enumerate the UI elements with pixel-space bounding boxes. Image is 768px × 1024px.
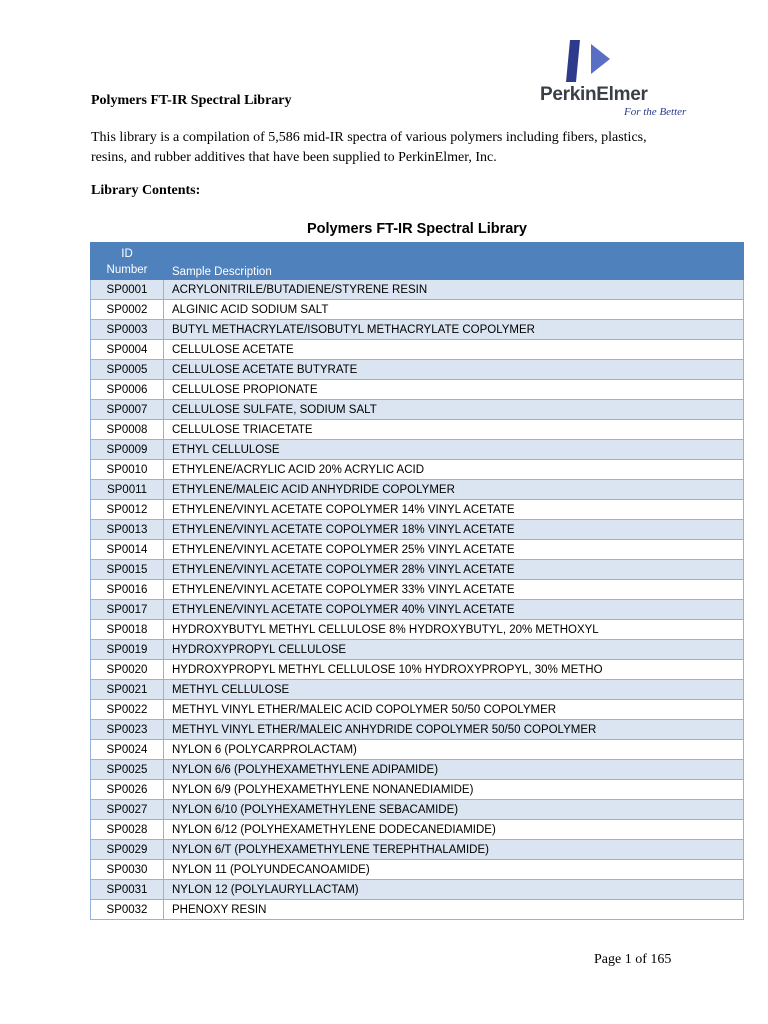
sample-description-cell: ETHYLENE/ACRYLIC ACID 20% ACRYLIC ACID (164, 460, 744, 480)
id-number-cell: SP0026 (91, 780, 164, 800)
sample-description-cell: ETHYLENE/MALEIC ACID ANHYDRIDE COPOLYMER (164, 480, 744, 500)
sample-description-cell: ETHYLENE/VINYL ACETATE COPOLYMER 14% VINYL ACETATE (164, 500, 744, 520)
document-title: Polymers FT-IR Spectral Library (91, 93, 292, 108)
sample-description-cell: NYLON 12 (POLYLAURYLLACTAM) (164, 880, 744, 900)
id-number-cell: SP0020 (91, 660, 164, 680)
table-row (91, 460, 744, 480)
table-row (91, 760, 744, 780)
id-number-cell: SP0027 (91, 800, 164, 820)
intro-paragraph: This library is a compilation of 5,586 mid-IR spectra of various polymers including fibers, plastics, resins, and rubber additives that have been supplied to PerkinElmer, Inc. (91, 130, 647, 165)
sample-description-cell: ETHYL CELLULOSE (164, 440, 744, 460)
id-number-cell: SP0005 (91, 360, 164, 380)
sample-description-cell: PHENOXY RESIN (164, 900, 744, 920)
id-number-cell: SP0028 (91, 820, 164, 840)
id-number-cell: SP0001 (91, 280, 164, 300)
id-number-cell: SP0031 (91, 880, 164, 900)
id-number-cell: SP0016 (91, 580, 164, 600)
id-number-cell: SP0009 (91, 440, 164, 460)
id-number-cell: SP0024 (91, 740, 164, 760)
sample-description-cell: NYLON 6/9 (POLYHEXAMETHYLENE NONANEDIAMIDE) (164, 780, 744, 800)
table-row (91, 660, 744, 680)
table-row (91, 300, 744, 320)
table-row (91, 680, 744, 700)
id-number-cell: SP0003 (91, 320, 164, 340)
sample-description-header: Sample Description (164, 243, 744, 280)
table-row (91, 540, 744, 560)
table-row (91, 700, 744, 720)
sample-description-cell: HYDROXYBUTYL METHYL CELLULOSE 8% HYDROXYBUTYL, 20% METHOXYL (164, 620, 744, 640)
id-number-cell: SP0006 (91, 380, 164, 400)
page-number: Page 1 of 165 (594, 952, 672, 967)
sample-description-cell: BUTYL METHACRYLATE/ISOBUTYL METHACRYLATE COPOLYMER (164, 320, 744, 340)
sample-description-cell: HYDROXYPROPYL METHYL CELLULOSE 10% HYDROXYPROPYL, 30% METHO (164, 660, 744, 680)
table-row (91, 600, 744, 620)
sample-description-cell: NYLON 11 (POLYUNDECANOAMIDE) (164, 860, 744, 880)
id-number-cell: SP0029 (91, 840, 164, 860)
sample-description-cell: HYDROXYPROPYL CELLULOSE (164, 640, 744, 660)
sample-description-cell: NYLON 6/T (POLYHEXAMETHYLENE TEREPHTHALAMIDE) (164, 840, 744, 860)
table-row (91, 380, 744, 400)
id-number-cell: SP0002 (91, 300, 164, 320)
id-number-header: ID Number (91, 243, 164, 280)
sample-description-cell: NYLON 6/6 (POLYHEXAMETHYLENE ADIPAMIDE) (164, 760, 744, 780)
sample-description-cell: CELLULOSE ACETATE (164, 340, 744, 360)
table-row (91, 720, 744, 740)
table-row (91, 860, 744, 880)
id-number-cell: SP0030 (91, 860, 164, 880)
table-row (91, 400, 744, 420)
table-row (91, 480, 744, 500)
sample-description-cell: ETHYLENE/VINYL ACETATE COPOLYMER 40% VINYL ACETATE (164, 600, 744, 620)
table-title: Polymers FT-IR Spectral Library (307, 221, 527, 237)
id-number-cell: SP0008 (91, 420, 164, 440)
library-contents-heading: Library Contents: (91, 183, 201, 198)
table-header-row (91, 243, 744, 280)
sample-description-cell: CELLULOSE TRIACETATE (164, 420, 744, 440)
id-number-cell: SP0004 (91, 340, 164, 360)
table-row (91, 620, 744, 640)
logo-tagline: For the Better (624, 106, 687, 118)
sample-description-cell: NYLON 6/12 (POLYHEXAMETHYLENE DODECANEDIAMIDE) (164, 820, 744, 840)
id-number-cell: SP0012 (91, 500, 164, 520)
id-number-cell: SP0032 (91, 900, 164, 920)
sample-description-cell: CELLULOSE ACETATE BUTYRATE (164, 360, 744, 380)
sample-description-cell: ETHYLENE/VINYL ACETATE COPOLYMER 18% VINYL ACETATE (164, 520, 744, 540)
perkinelmer-logo-icon (564, 38, 624, 84)
id-number-cell: SP0023 (91, 720, 164, 740)
perkinelmer-logo (538, 38, 687, 122)
table-row (91, 740, 744, 760)
id-number-cell: SP0025 (91, 760, 164, 780)
id-number-cell: SP0011 (91, 480, 164, 500)
sample-description-cell: NYLON 6/10 (POLYHEXAMETHYLENE SEBACAMIDE) (164, 800, 744, 820)
id-number-cell: SP0013 (91, 520, 164, 540)
sample-description-cell: ETHYLENE/VINYL ACETATE COPOLYMER 25% VINYL ACETATE (164, 540, 744, 560)
library-table (90, 242, 744, 920)
table-row (91, 560, 744, 580)
table-row (91, 500, 744, 520)
table-row (91, 640, 744, 660)
table-row (91, 900, 744, 920)
id-number-cell: SP0022 (91, 700, 164, 720)
table-row (91, 840, 744, 860)
id-number-cell: SP0021 (91, 680, 164, 700)
table-row (91, 420, 744, 440)
sample-description-cell: CELLULOSE SULFATE, SODIUM SALT (164, 400, 744, 420)
id-number-cell: SP0017 (91, 600, 164, 620)
logo-brand: PerkinElmer (540, 84, 648, 105)
sample-description-cell: CELLULOSE PROPIONATE (164, 380, 744, 400)
table-body (91, 280, 744, 920)
table-row (91, 360, 744, 380)
table-row (91, 880, 744, 900)
id-number-cell: SP0015 (91, 560, 164, 580)
table-row (91, 440, 744, 460)
table-row (91, 340, 744, 360)
id-number-cell: SP0007 (91, 400, 164, 420)
id-number-cell: SP0019 (91, 640, 164, 660)
id-number-cell: SP0014 (91, 540, 164, 560)
table-row (91, 780, 744, 800)
id-number-cell: SP0018 (91, 620, 164, 640)
table-row (91, 800, 744, 820)
sample-description-cell: ETHYLENE/VINYL ACETATE COPOLYMER 33% VINYL ACETATE (164, 580, 744, 600)
sample-description-cell: ALGINIC ACID SODIUM SALT (164, 300, 744, 320)
sample-description-cell: NYLON 6 (POLYCARPROLACTAM) (164, 740, 744, 760)
sample-description-cell: METHYL VINYL ETHER/MALEIC ACID COPOLYMER 50/50 COPOLYMER (164, 700, 744, 720)
table-row (91, 820, 744, 840)
table-row (91, 520, 744, 540)
sample-description-cell: ACRYLONITRILE/BUTADIENE/STYRENE RESIN (164, 280, 744, 300)
sample-description-cell: METHYL VINYL ETHER/MALEIC ANHYDRIDE COPOLYMER 50/50 COPOLYMER (164, 720, 744, 740)
table-row (91, 580, 744, 600)
sample-description-cell: METHYL CELLULOSE (164, 680, 744, 700)
table-row (91, 280, 744, 300)
table-row (91, 320, 744, 340)
sample-description-cell: ETHYLENE/VINYL ACETATE COPOLYMER 28% VINYL ACETATE (164, 560, 744, 580)
id-number-cell: SP0010 (91, 460, 164, 480)
